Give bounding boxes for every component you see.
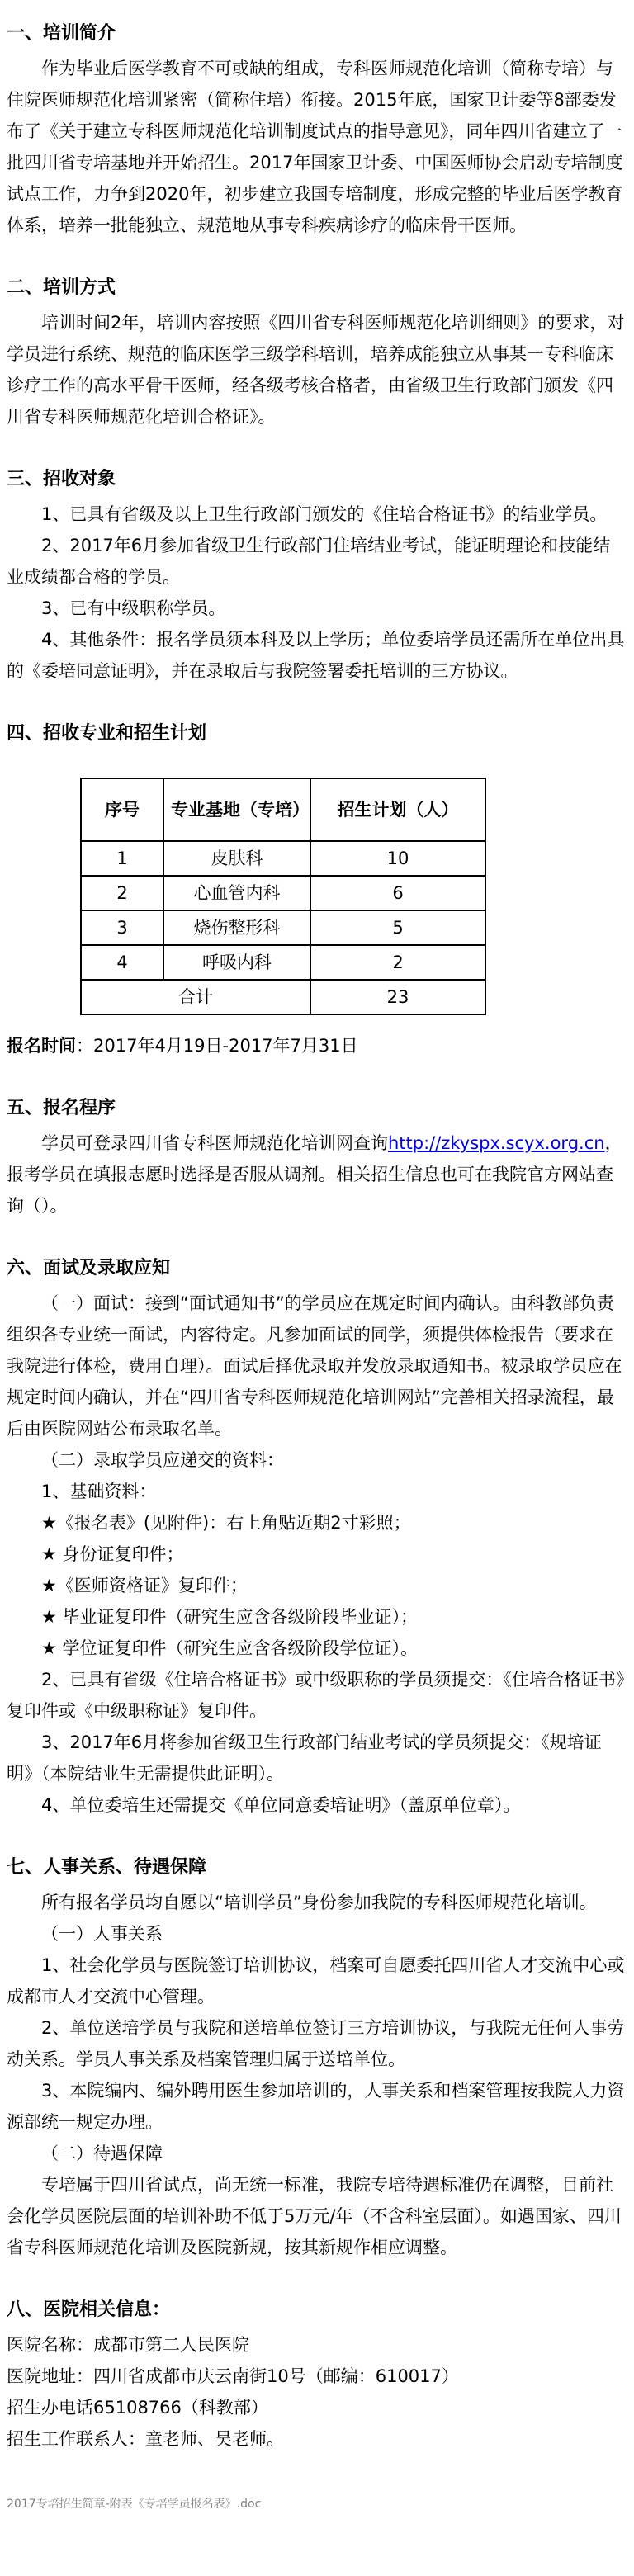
section-heading: 三、招收对象 [7,469,116,489]
star-item: ★ 学位证复印件（研究生应含各级阶段学位证）。 [41,1638,418,1658]
section-training-intro [7,18,627,241]
enrollment-plan-table [80,778,486,1015]
paragraph: 所有报名学员均自愿以“培训学员”身份参加我院的专科医师规范化培训。 [41,1893,597,1912]
section-heading: 八、医院相关信息： [7,2299,171,2320]
table-row [81,841,485,876]
paragraph: 2、已具有省级《住培合格证书》或中级职称的学员须提交：《住培合格证书》复印件或《中级职称证》复印件。 [7,1670,625,1721]
cell-plan: 2 [310,945,485,980]
cell-base: 呼吸内科 [163,945,310,980]
cell-no: 2 [81,876,163,910]
cell-no: 3 [81,910,163,945]
training-website-link[interactable]: http://zkyspx.scyx.org.cn [388,1133,605,1153]
cell-plan: 5 [310,910,485,945]
section-heading: 五、报名程序 [7,1098,116,1118]
text-before-link: 学员可登录四川省专科医师规范化培训网查询 [41,1133,388,1153]
column-header: 序号 [81,778,163,841]
cell-plan: 6 [310,876,485,910]
footnote-filename: 2017专培招生简章-附表《专培学员报名表》.doc [7,2498,262,2511]
section-heading: 七、人事关系、待遇保障 [7,1857,207,1878]
table-row [81,945,485,980]
cell-plan: 10 [310,841,485,876]
section-heading: 四、招收专业和招生计划 [7,723,207,744]
hospital-name-line: 医院名称：成都市第二人民医院 [7,2335,249,2355]
column-header: 招生计划（人） [310,778,485,841]
cell-no: 4 [81,945,163,980]
list-item: 1、已具有省级及以上卫生行政部门颁发的《住培合格证书》的结业学员。 [41,504,608,524]
table-header-row [81,778,485,841]
cell-base: 心血管内科 [163,876,310,910]
star-item: ★ 身份证复印件； [41,1544,184,1564]
paragraph: 3、2017年6月将参加省级卫生行政部门结业考试的学员须提交：《规培证明》（本院结业生无需提供此证明）。 [7,1732,602,1784]
list-item: 4、其他条件：报名学员须本科及以上学历；单位委培学员还需所在单位出具的《委培同意证明》，并在录取后与我院签署委托培训的三方协议。 [7,630,625,681]
paragraph: （一）人事关系 [41,1924,163,1944]
admission-phone-line: 招生办电话65108766（科教部） [7,2398,268,2418]
paragraph: 2、单位送培学员与我院和送培单位签订三方培训协议，与我院无任何人事劳动关系。学员人事关系及档案管理归属于送培单位。 [7,2018,625,2069]
section-personnel-benefits [7,1852,627,2263]
cell-base: 皮肤科 [163,841,310,876]
list-item: 2、2017年6月参加省级卫生行政部门住培结业考试，能证明理论和技能结业成绩都合格的学员。 [7,536,611,587]
contact-person-line: 招生工作联系人：童老师、吴老师。 [7,2429,284,2449]
paragraph: （二）待遇保障 [41,2144,163,2163]
paragraph: 专培属于四川省试点，尚无统一标准，我院专培待遇标准仍在调整，目前社会化学员医院层面的培训补助不低于5万元/年（不含科室层面）。如遇国家、四川省专科医师规范化培训及医院新规，按其新规作相应调整。 [7,2175,622,2257]
paragraph: （一）面试：接到“面试通知书”的学员应在规定时间内确认。由科教部负责组织各专业统一面试，内容待定。凡参加面试的同学，须提供体检报告（要求在我院进行体检，费用自理）。面试后择优录取并发放录取通知书。被录取学员应在规定时间内确认，并在“四川省专科医师规范化培训网站”完善相关招录流程，最后由医院网站公布录取名单。 [7,1293,622,1439]
star-item: ★《医师资格证》复印件； [41,1576,248,1595]
section-training-method [7,272,627,432]
list-item: 3、已有中级职称学员。 [41,598,226,618]
paragraph: 作为毕业后医学教育不可或缺的组成，专科医师规范化培训（简称专培）与住院医师规范化培训紧密（简称住培）衔接。2015年底，国家卫计委等8部委发布了《关于建立专科医师规范化培训制度试点的指导意见》，同年四川省建立了一批四川省专培基地并开始招生。2017年国家卫计委、中国医师协会启动专培制度试点工作，力争到2020年，初步建立我国专培制度，形成完整的毕业后医学教育体系，培养一批能独立、规范地从事专科疾病诊疗的临床骨干医师。 [7,59,623,235]
table-row [81,910,485,945]
star-item: ★ 毕业证复印件（研究生应含各级阶段毕业证）； [41,1607,418,1627]
column-header: 专业基地（专培） [163,778,310,841]
star-item: ★《报名表》(见附件)：右上角贴近期2寸彩照； [41,1513,411,1533]
section-enrollment-plan [7,718,627,1061]
paragraph: 4、单位委培生还需提交《单位同意委培证明》（盖原单位章）。 [41,1795,521,1815]
total-label: 合计 [81,980,310,1014]
signup-time-line [7,1030,627,1061]
cell-base: 烧伤整形科 [163,910,310,945]
hospital-address-line: 医院地址：四川省成都市庆云南街10号（邮编：610017） [7,2366,459,2386]
signup-time-label: 报名时间 [7,1036,76,1056]
paragraph [7,1127,627,1222]
section-heading: 二、培训方式 [7,277,116,298]
table-total-row [81,980,485,1014]
paragraph: 3、本院编内、编外聘用医生参加培训的，人事关系和档案管理按我院人力资源部统一规定办理。 [7,2081,625,2132]
cell-no: 1 [81,841,163,876]
total-value: 23 [310,980,485,1014]
paragraph: 培训时间2年，培训内容按照《四川省专科医师规范化培训细则》的要求，对学员进行系统、规范的临床医学三级学科培训，培养成能独立从事某一专科临床诊疗工作的高水平骨干医师，经各级考核合格者，由省级卫生行政部门颁发《四川省专科医师规范化培训合格证》。 [7,313,625,427]
section-heading: 六、面试及录取应知 [7,1258,171,1279]
text-after-link: ，报考学员在填报志愿时选择是否服从调剂。相关招生信息也可在我院官方网站查询（）。 [7,1133,622,1216]
section-registration-procedure [7,1093,627,1222]
section-hospital-info [7,2295,627,2455]
paragraph: （二）录取学员应递交的资料： [41,1450,284,1470]
section-interview-admission [7,1253,627,1821]
section-recruitment-targets [7,464,627,687]
table-row [81,876,485,910]
paragraph: 1、基础资料： [41,1482,157,1501]
paragraph: 1、社会化学员与医院签订培训协议，档案可自愿委托四川省人才交流中心或成都市人才交流中心管理。 [7,1955,625,2006]
signup-time-value: ：2017年4月19日-2017年7月31日 [76,1036,358,1056]
section-heading: 一、培训简介 [7,23,116,44]
